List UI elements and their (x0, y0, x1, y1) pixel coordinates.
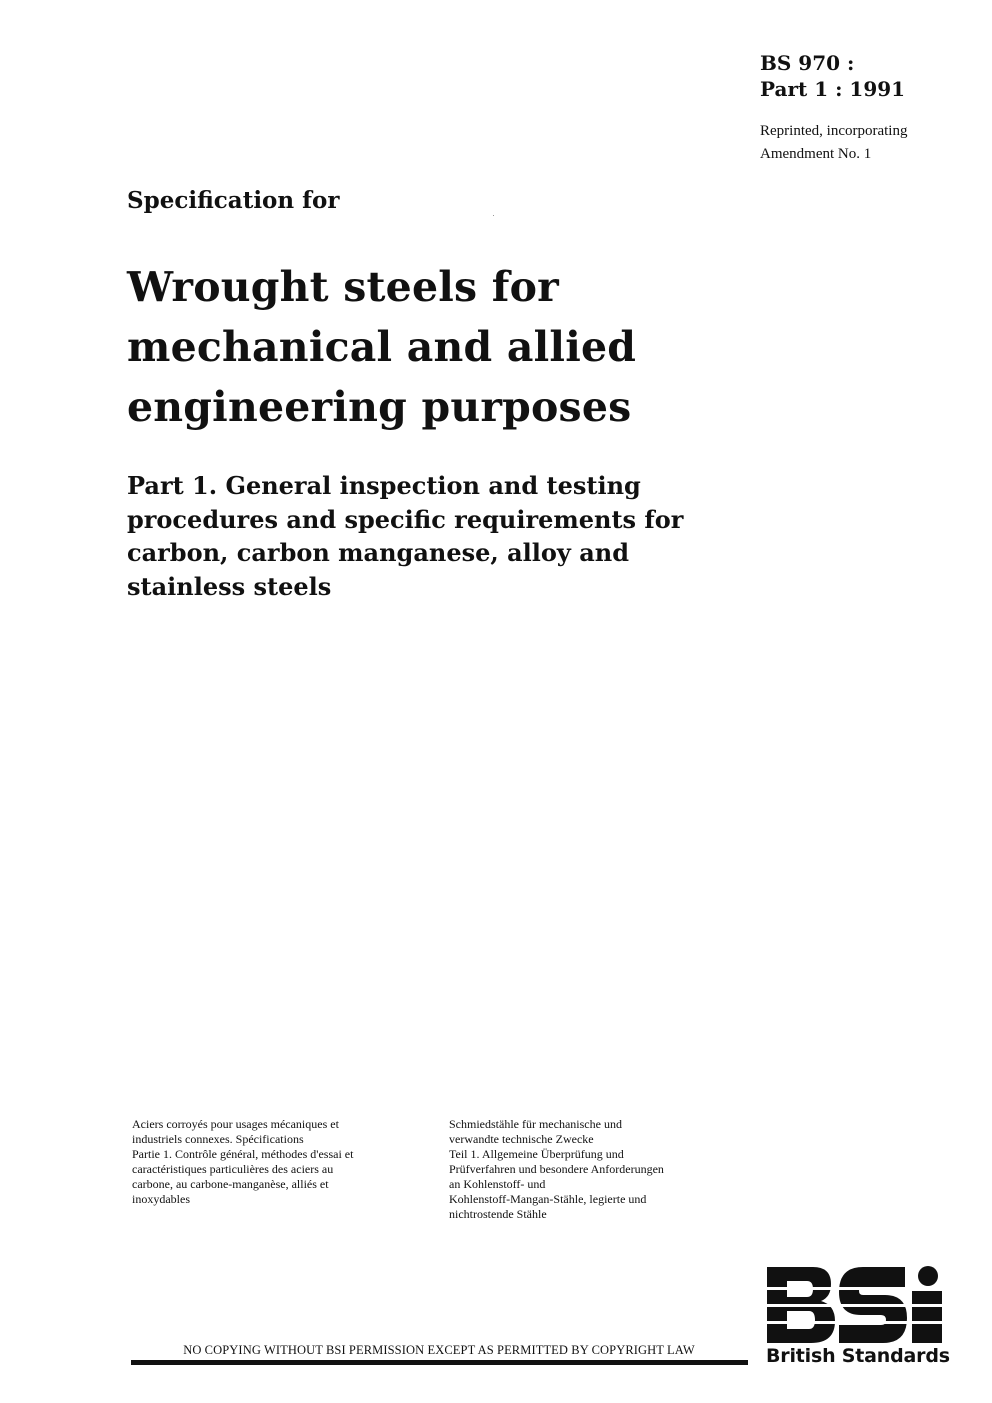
part-year: Part 1 : 1991 (760, 77, 906, 101)
main-title (127, 257, 747, 437)
french-title-line: industriels connexes. Spécifications (132, 1132, 304, 1146)
german-title-line: nichtrostende Stähle (449, 1207, 547, 1221)
part-title-line-2: procedures and specific requirements for (127, 504, 684, 534)
french-title-line: Aciers corroyés pour usages mécaniques et (132, 1117, 339, 1131)
part-title (127, 469, 767, 603)
german-title (449, 1117, 664, 1222)
copyright-rule (131, 1360, 748, 1365)
part-title-line-1: Part 1. General inspection and testing (127, 471, 641, 500)
standard-number: BS 970 : (760, 51, 855, 75)
standard-reference (760, 50, 905, 102)
french-title-line: inoxydables (132, 1192, 190, 1206)
reprint-line-2: Amendment No. 1 (760, 146, 872, 162)
german-title-line: Prüfverfahren und besondere Anforderungen (449, 1162, 664, 1176)
print-speck (493, 215, 494, 216)
french-title (132, 1117, 353, 1207)
main-title-line-2: mechanical and allied (127, 323, 637, 371)
bsi-logo-icon (765, 1265, 943, 1345)
part-title-line-3: carbon, carbon manganese, alloy and (127, 538, 629, 567)
reprint-note (760, 120, 907, 166)
copyright-notice: NO COPYING WITHOUT BSI PERMISSION EXCEPT AS PERMITTED BY COPYRIGHT LAW (183, 1343, 695, 1357)
german-title-line: Kohlenstoff-Mangan-Stähle, legierte und (449, 1192, 647, 1206)
bsi-logo-caption: British Standards (766, 1345, 950, 1367)
german-title-line: an Kohlenstoff- und (449, 1177, 546, 1191)
french-title-line: carbone, au carbone-manganèse, alliés et (132, 1177, 329, 1191)
spec-for-label: Specification for (127, 187, 340, 214)
german-title-line: verwandte technische Zwecke (449, 1132, 594, 1146)
french-title-line: Partie 1. Contrôle général, méthodes d'essai et (132, 1147, 354, 1161)
german-title-line: Teil 1. Allgemeine Überprüfung und (449, 1147, 624, 1161)
part-title-line-4: stainless steels (127, 571, 332, 601)
main-title-line-3: engineering purposes (127, 383, 632, 431)
french-title-line: caractéristiques particulières des aciers au (132, 1162, 334, 1176)
main-title-line-1: Wrought steels for (127, 263, 559, 311)
reprint-line-1: Reprinted, incorporating (760, 123, 908, 139)
german-title-line: Schmiedstähle für mechanische und (449, 1117, 622, 1131)
